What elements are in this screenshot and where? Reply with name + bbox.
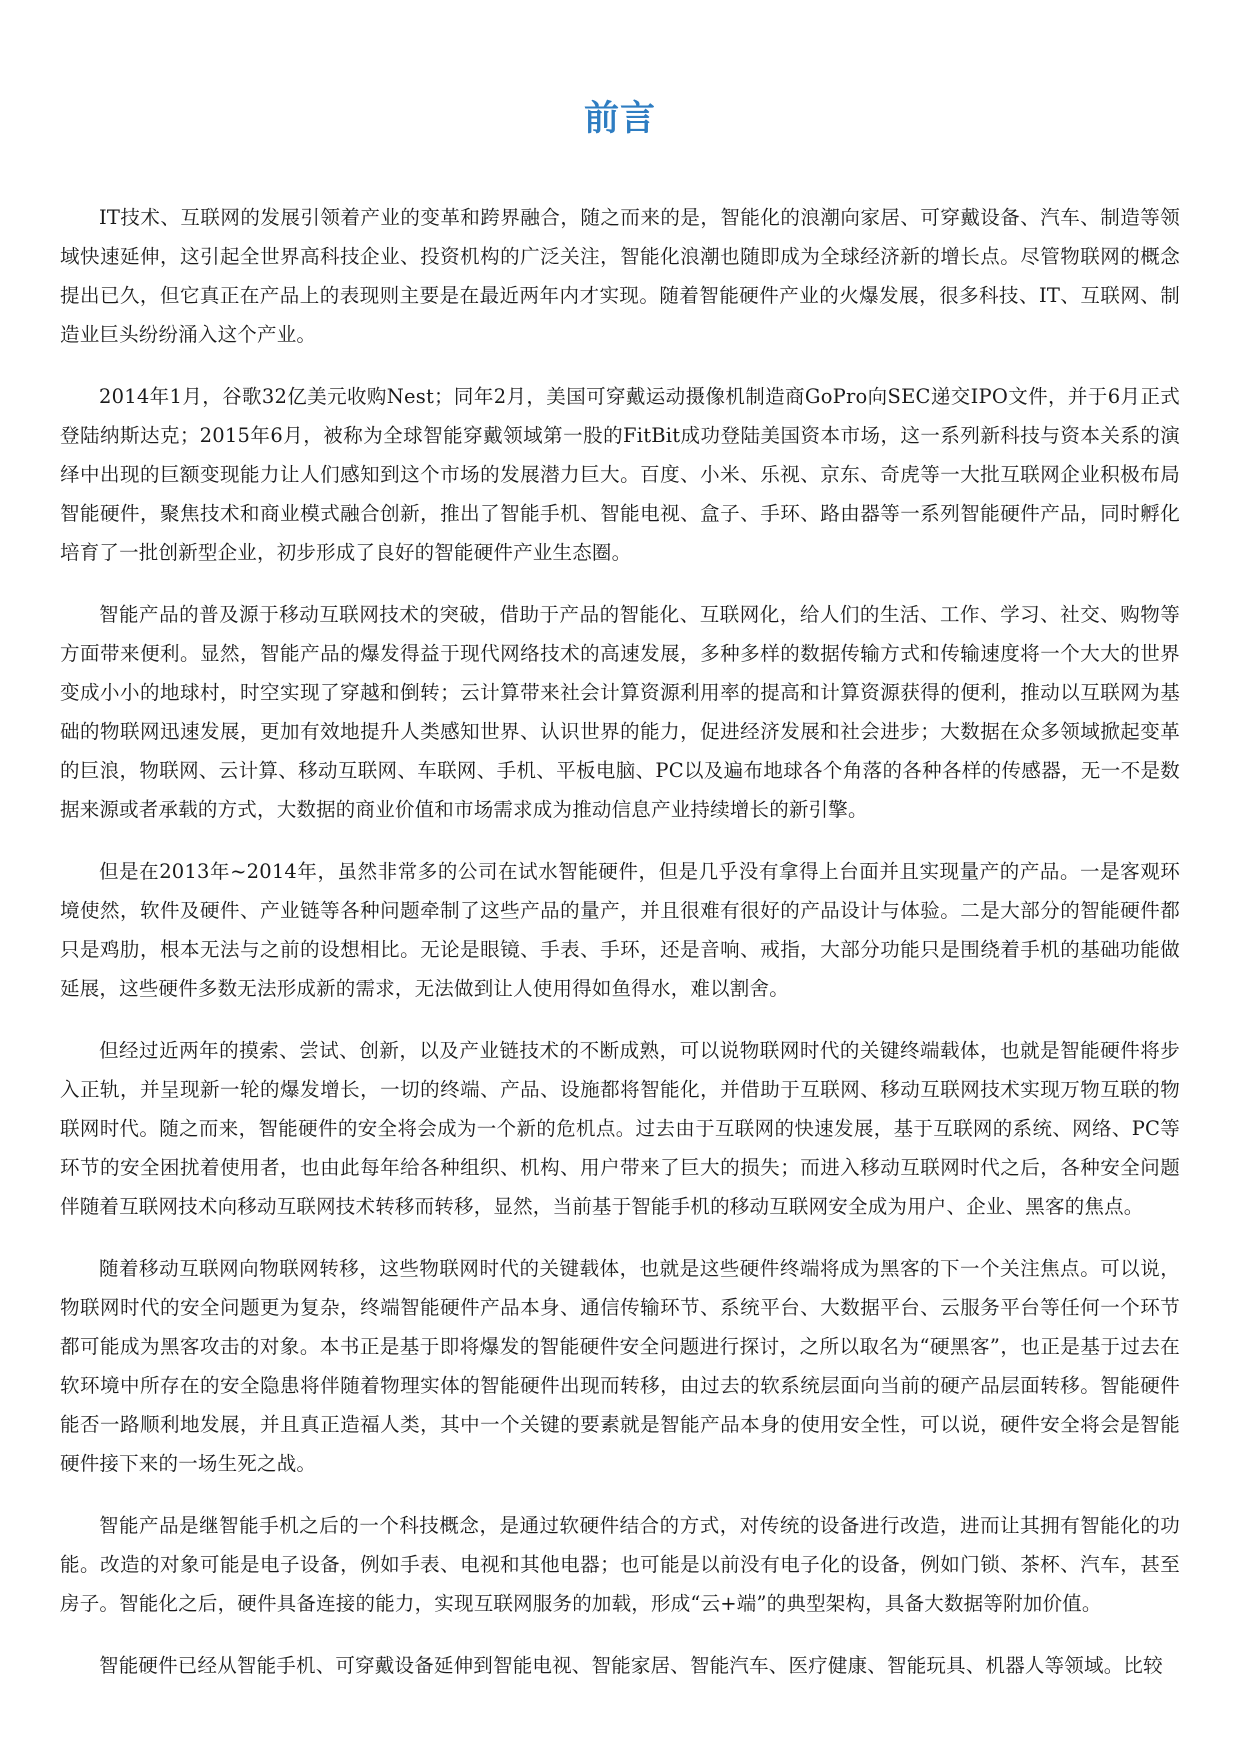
paragraph-2: 2014年1月，谷歌32亿美元收购Nest；同年2月，美国可穿戴运动摄像机制造商GoPro向SEC递交IPO文件，并于6月正式登陆纳斯达克；2015年6月，被称为全球智能穿戴领域第一股的FitBit成功登陆美国资本市场，这一系列新科技与资本关系的演绎中出现的巨额变现能力让人们感知到这个市场的发展潜力巨大。百度、小米、乐视、京东、奇虎等一大批互联网企业积极布局智能硬件，聚焦技术和商业模式融合创新，推出了智能手机、智能电视、盒子、手环、路由器等一系列智能硬件产品，同时孵化培育了一批创新型企业，初步形成了良好的智能硬件产业生态圈。 [60,385,1180,564]
paragraph-7: 智能产品是继智能手机之后的一个科技概念，是通过软硬件结合的方式，对传统的设备进行改造，进而让其拥有智能化的功能。改造的对象可能是电子设备，例如手表、电视和其他电器；也可能是以前没有电子化的设备，例如门锁、茶杯、汽车，甚至房子。智能化之后，硬件具备连接的能力，实现互联网服务的加载，形成“云+端”的典型架构，具备大数据等附加价值。 [60,1514,1180,1615]
paragraph-4: 但是在2013年~2014年，虽然非常多的公司在试水智能硬件，但是几乎没有拿得上台面并且实现量产的产品。一是客观环境使然，软件及硬件、产业链等各种问题牵制了这些产品的量产，并且很难有很好的产品设计与体验。二是大部分的智能硬件都只是鸡肋，根本无法与之前的设想相比。无论是眼镜、手表、手环，还是音响、戒指，大部分功能只是围绕着手机的基础功能做延展，这些硬件多数无法形成新的需求，无法做到让人使用得如鱼得水，难以割舍。 [60,860,1180,1000]
page-title: 前言 [583,99,656,140]
paragraph-1: IT技术、互联网的发展引领着产业的变革和跨界融合，随之而来的是，智能化的浪潮向家居、可穿戴设备、汽车、制造等领域快速延伸，这引起全世界高科技企业、投资机构的广泛关注，智能化浪潮也随即成为全球经济新的增长点。尽管物联网的概念提出已久，但它真正在产品上的表现则主要是在最近两年内才实现。随着智能硬件产业的火爆发展，很多科技、IT、互联网、制造业巨头纷纷涌入这个产业。 [60,206,1180,346]
paragraph-8: 智能硬件已经从智能手机、可穿戴设备延伸到智能电视、智能家居、智能汽车、医疗健康、智能玩具、机器人等领域。比较 [99,1654,1163,1677]
paragraph-5: 但经过近两年的摸索、尝试、创新，以及产业链技术的不断成熟，可以说物联网时代的关键终端载体，也就是智能硬件将步入正轨，并呈现新一轮的爆发增长，一切的终端、产品、设施都将智能化，并借助于互联网、移动互联网技术实现万物互联的物联网时代。随之而来，智能硬件的安全将会成为一个新的危机点。过去由于互联网的快速发展，基于互联网的系统、网络、PC等环节的安全困扰着使用者，也由此每年给各种组织、机构、用户带来了巨大的损失；而进入移动互联网时代之后，各种安全问题伴随着互联网技术向移动互联网技术转移而转移，显然，当前基于智能手机的移动互联网安全成为用户、企业、黑客的焦点。 [60,1039,1180,1218]
paragraph-6: 随着移动互联网向物联网转移，这些物联网时代的关键载体，也就是这些硬件终端将成为黑客的下一个关注焦点。可以说，物联网时代的安全问题更为复杂，终端智能硬件产品本身、通信传输环节、系统平台、大数据平台、云服务平台等任何一个环节都可能成为黑客攻击的对象。本书正是基于即将爆发的智能硬件安全问题进行探讨，之所以取名为“硬黑客”，也正是基于过去在软环境中所存在的安全隐患将伴随着物理实体的智能硬件出现而转移，由过去的软系统层面向当前的硬产品层面转移。智能硬件能否一路顺利地发展，并且真正造福人类，其中一个关键的要素就是智能产品本身的使用安全性，可以说，硬件安全将会是智能硬件接下来的一场生死之战。 [60,1257,1180,1475]
paragraph-3: 智能产品的普及源于移动互联网技术的突破，借助于产品的智能化、互联网化，给人们的生活、工作、学习、社交、购物等方面带来便利。显然，智能产品的爆发得益于现代网络技术的高速发展，多种多样的数据传输方式和传输速度将一个大大的世界变成小小的地球村，时空实现了穿越和倒转；云计算带来社会计算资源利用率的提高和计算资源获得的便利，推动以互联网为基础的物联网迅速发展，更加有效地提升人类感知世界、认识世界的能力，促进经济发展和社会进步；大数据在众多领域掀起变革的巨浪，物联网、云计算、移动互联网、车联网、手机、平板电脑、PC以及遍布地球各个角落的各种各样的传感器，无一不是数据来源或者承载的方式，大数据的商业价值和市场需求成为推动信息产业持续增长的新引擎。 [60,603,1180,821]
preface-body [60,198,1180,1708]
